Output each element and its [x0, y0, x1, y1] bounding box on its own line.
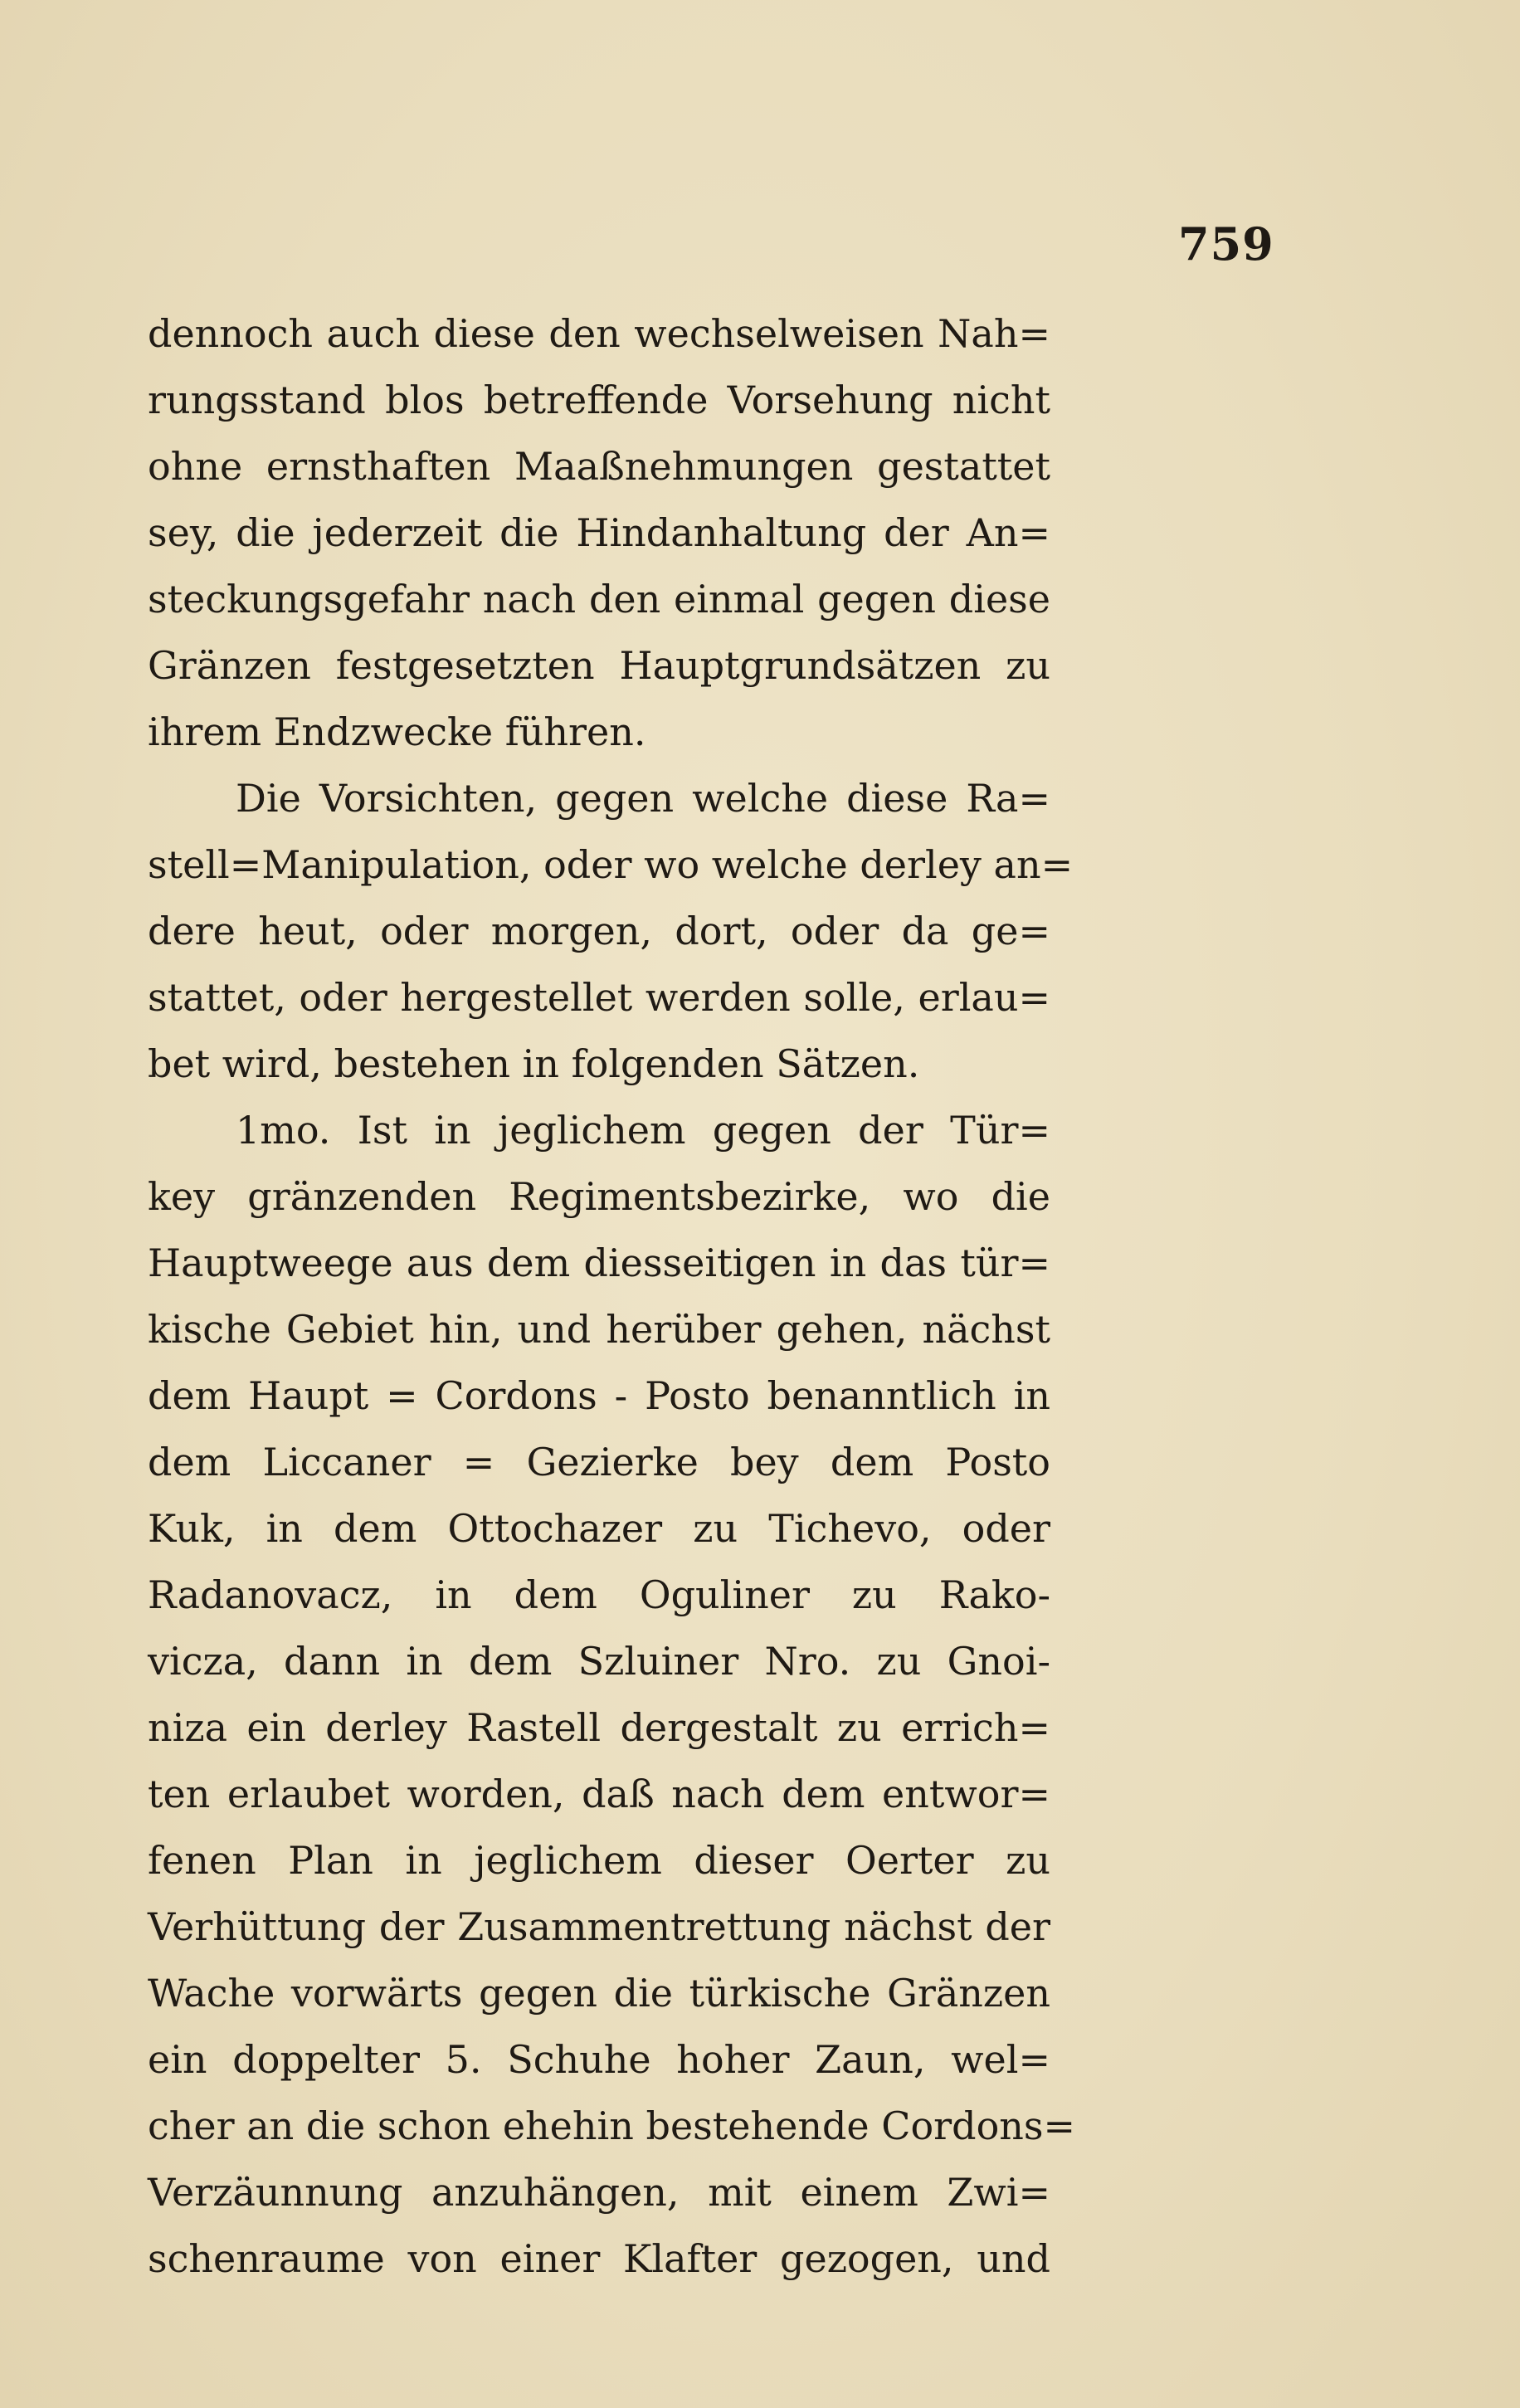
text-line: dem Haupt = Cordons - Posto benanntlich in	[148, 1373, 1050, 1418]
text-line: schenraume von einer Klafter gezogen, und	[148, 2236, 1050, 2281]
text-line: niza ein derley Rastell dergestalt zu errich=	[148, 1705, 1050, 1750]
text-line: Verhüttung der Zusammentrettung nächst der	[148, 1904, 1050, 1949]
text-line: ein doppelter 5. Schuhe hoher Zaun, wel=	[148, 2037, 1050, 2082]
text-line: stell=Manipulation, oder wo welche derley an=	[148, 842, 1074, 887]
text-line: Hauptweege aus dem diesseitigen in das tür=	[148, 1241, 1050, 1285]
text-line: bet wird, bestehen in folgenden Sätzen.	[148, 1041, 920, 1086]
page-number: 759	[1178, 217, 1274, 271]
text-line: stattet, oder hergestellet werden solle, erlau=	[148, 975, 1050, 1020]
text-line: dem Liccaner = Gezierke bey dem Posto	[148, 1440, 1050, 1484]
text-line: key gränzenden Regimentsbezirke, wo die	[148, 1174, 1050, 1219]
text-line: ohne ernsthaften Maaßnehmungen gestattet	[148, 444, 1050, 489]
text-line: dennoch auch diese den wechselweisen Nah=	[148, 311, 1050, 356]
text-line: vicza, dann in dem Szluiner Nro. zu Gnoi-	[148, 1639, 1050, 1684]
text-line: sey, die jederzeit die Hindanhaltung der An=	[148, 510, 1050, 555]
text-line: ihrem Endzwecke führen.	[148, 709, 646, 754]
text-line: Kuk, in dem Ottochazer zu Tichevo, oder	[148, 1506, 1050, 1551]
body-text	[148, 300, 1076, 2292]
text-line: Die Vorsichten, gegen welche diese Ra=	[236, 776, 1050, 821]
text-line: steckungsgefahr nach den einmal gegen diese	[148, 577, 1050, 621]
text-line: fenen Plan in jeglichem dieser Oerter zu	[148, 1838, 1050, 1883]
text-line: cher an die schon ehehin bestehende Cordons=	[148, 2103, 1076, 2148]
text-line: Gränzen festgesetzten Hauptgrundsätzen zu	[148, 643, 1050, 688]
text-line: Radanovacz, in dem Oguliner zu Rako-	[148, 1572, 1050, 1617]
text-line: dere heut, oder morgen, dort, oder da ge=	[148, 909, 1050, 953]
text-line: 1mo. Ist in jeglichem gegen der Tür=	[236, 1108, 1050, 1153]
text-line: Verzäunnung anzuhängen, mit einem Zwi=	[148, 2170, 1050, 2215]
text-line: kische Gebiet hin, und herüber gehen, nächst	[148, 1307, 1050, 1352]
text-line: rungsstand blos betreffende Vorsehung nicht	[148, 378, 1050, 422]
text-line: Wache vorwärts gegen die türkische Gränzen	[148, 1971, 1050, 2016]
text-line: ten erlaubet worden, daß nach dem entwor=	[148, 1772, 1050, 1816]
